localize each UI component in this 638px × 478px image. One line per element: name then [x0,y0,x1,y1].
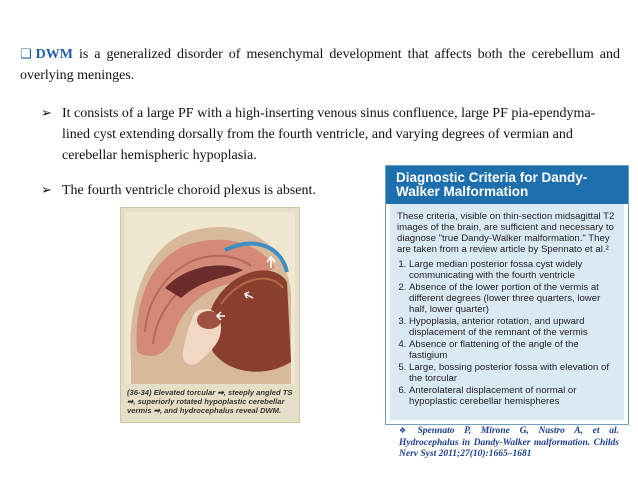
bullet-dwm-features [41,103,618,166]
diamond-bullet-icon: ❖ [399,426,414,435]
criteria-item: 2. Absence of the lower portion of the vermis at different degrees (lower three quarters, lower half, lower quarter) [409,282,618,315]
criteria-box-title: Diagnostic Criteria for Dandy-Walker Malformation [386,166,628,204]
criteria-item: 3. Hypoplasia, anterior rotation, and upward displacement of the remnant of the vermis [409,316,618,338]
brain-sagittal-illustration [125,212,295,384]
keyword-dwm: DWM [35,47,73,62]
criteria-item: 6. Anterolateral displacement of normal or hypoplastic cerebellar hemispheres [409,385,618,407]
figure-caption: (36-34) Elevated torcular ➡, steeply angled TS ➡, superiorly rotated hypoplastic cerebellar vermis ➡, and hydrocephalus reveal DWM. [127,388,293,415]
checkbox-square-icon: ❑ [20,47,32,62]
bullet-dwm-definition [20,44,620,86]
bullet-choroid-text: The fourth ventricle choroid plexus is absent. [62,183,316,198]
criteria-item: 4. Absence or flattening of the angle of the fastigium [409,339,618,361]
dwm-illustration [120,207,300,423]
criteria-item: 1. Large median posterior fossa cyst widely communicating with the fourth ventricle [409,259,618,281]
bullet-choroid-plexus [41,180,382,201]
bullet-dwm-text: is a generalized disorder of mesenchymal development that affects both the cerebellum and overlying meninges. [20,47,620,83]
criteria-list [397,259,618,407]
diagnostic-criteria-box [385,165,629,425]
reference-text: Spennato P, Mirone G, Nastro A, et al. Hydrocephalus in Dandy-Walker malformation. Childs Nerv Syst 2011;27(10):1665–1681 [399,426,620,459]
criteria-intro: These criteria, visible on thin-section midsagittal T2 images of the brain, are sufficient and necessary to diagnose "true Dandy-Walker malformation." They are taken from a review article by Spennato et al.² [397,211,615,255]
arrow-right-icon: ➢ [41,106,52,121]
arrow-right-icon: ➢ [41,183,52,198]
criteria-item: 5. Large, bossing posterior fossa with elevation of the torcular [409,362,618,384]
criteria-box-body [390,204,624,420]
bullet-features-text: It consists of a large PF with a high-inserting venous sinus confluence, large PF pia-ependyma-lined cyst extending dorsally from the fourth ventricle, and varying degrees of vermian and cerebellar hemispheric hypoplasia. [62,106,596,163]
reference-citation [399,425,619,461]
